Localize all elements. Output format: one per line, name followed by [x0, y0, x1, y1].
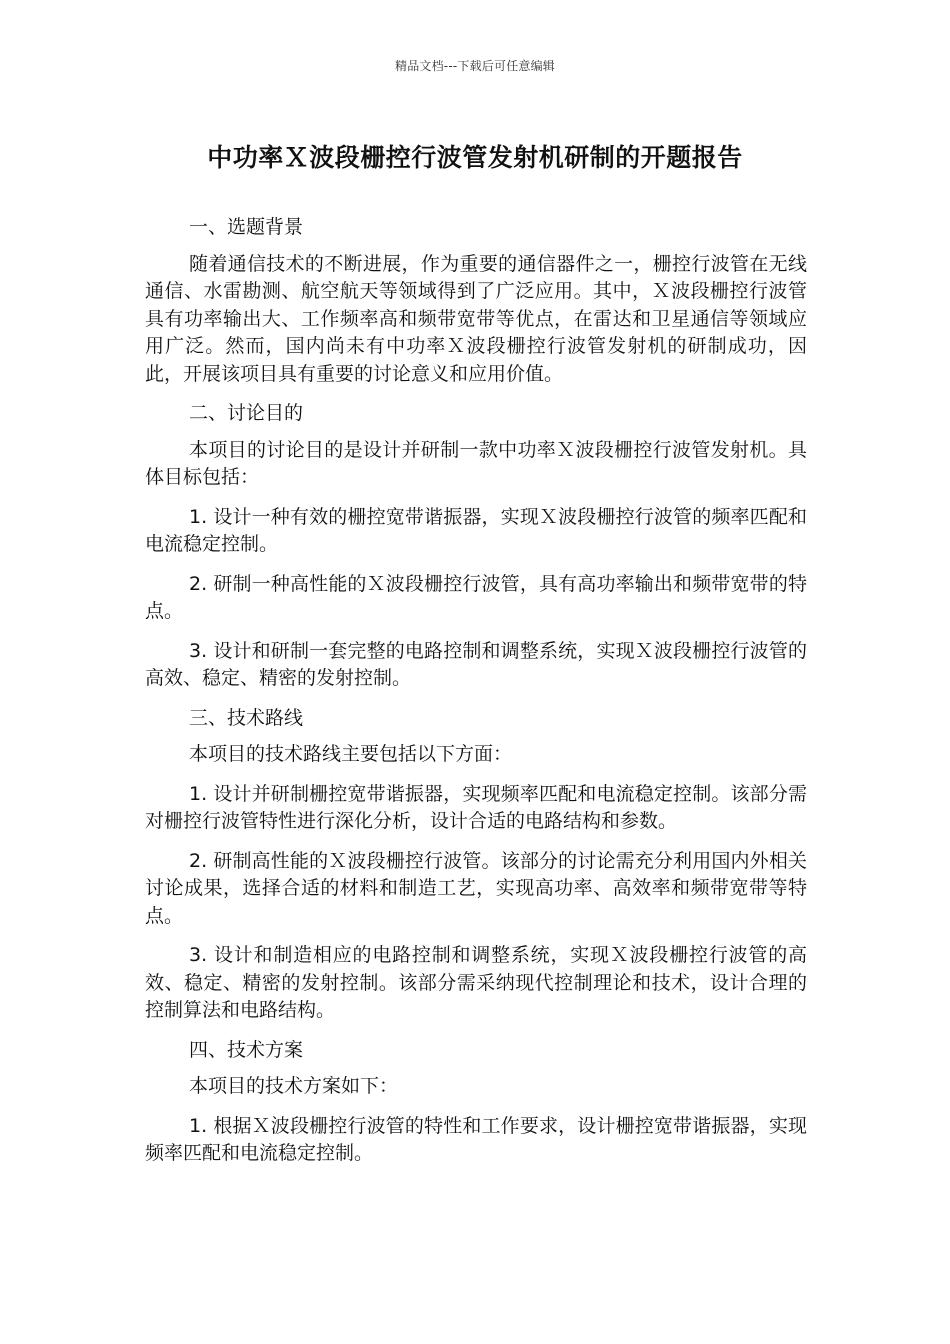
paragraph-purpose-item-3: 3. 设计和研制一套完整的电路控制和调整系统，实现Ｘ波段栅控行波管的高效、稳定、精密的发射控制。: [145, 639, 807, 689]
paragraph-scheme-item-1: 1. 根据Ｘ波段栅控行波管的特性和工作要求，设计栅控宽带谐振器，实现频率匹配和电流稳定控制。: [145, 1114, 807, 1164]
page-header: 精品文档---下载后可任意编辑: [395, 59, 555, 73]
section-heading-route: 三、技术路线: [189, 706, 304, 729]
section-heading-scheme: 四、技术方案: [189, 1038, 304, 1061]
paragraph-route-item-3: 3. 设计和制造相应的电路控制和调整系统，实现Ｘ波段栅控行波管的高效、稳定、精密的发射控制。该部分需采纳现代控制理论和技术，设计合理的控制算法和电路结构。: [145, 944, 807, 1021]
paragraph-scheme-intro: 本项目的技术方案如下：: [189, 1075, 399, 1097]
document-title: 中功率Ｘ波段栅控行波管发射机研制的开题报告: [207, 143, 743, 172]
paragraph-background: 随着通信技术的不断进展，作为重要的通信器件之一，栅控行波管在无线通信、水雷勘测、航空航天等领域得到了广泛应用。其中，Ｘ波段栅控行波管具有功率输出大、工作频率高和频带宽带等优点，在雷达和卫星通信等领域应用广泛。然而，国内尚未有中功率Ｘ波段栅控行波管发射机的研制成功，因此，开展该项目具有重要的讨论意义和应用价值。: [145, 252, 807, 385]
document-body: [145, 214, 807, 1180]
paragraph-purpose-item-1: 1. 设计一种有效的栅控宽带谐振器，实现Ｘ波段栅控行波管的频率匹配和电流稳定控制。: [145, 505, 807, 555]
section-heading-background: 一、选题背景: [189, 216, 304, 238]
paragraph-route-item-2: 2. 研制高性能的Ｘ波段栅控行波管。该部分的讨论需充分利用国内外相关讨论成果，选择合适的材料和制造工艺，实现高功率、高效率和频带宽带等特点。: [145, 849, 807, 927]
paragraph-route-item-1: 1. 设计并研制栅控宽带谐振器，实现频率匹配和电流稳定控制。该部分需对栅控行波管特性进行深化分析，设计合适的电路结构和参数。: [145, 782, 807, 832]
paragraph-purpose-intro: 本项目的讨论目的是设计并研制一款中功率Ｘ波段栅控行波管发射机。具体目标包括：: [145, 438, 807, 488]
section-heading-purpose: 二、讨论目的: [189, 402, 304, 424]
paragraph-route-intro: 本项目的技术路线主要包括以下方面：: [189, 743, 513, 765]
paragraph-purpose-item-2: 2. 研制一种高性能的Ｘ波段栅控行波管，具有高功率输出和频带宽带的特点。: [145, 572, 807, 622]
